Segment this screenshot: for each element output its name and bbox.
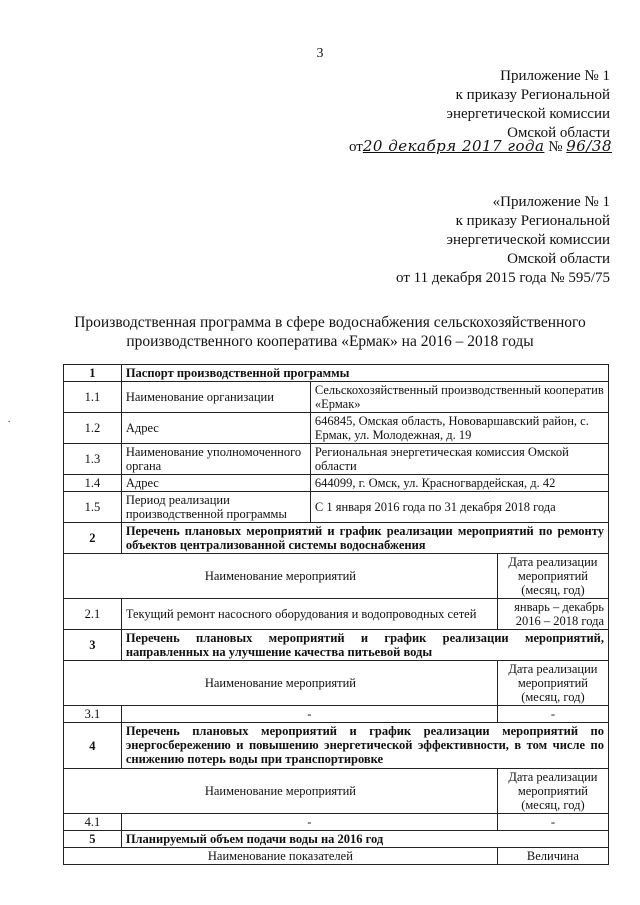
section-heading: Перечень плановых мероприятий и график реализации мероприятий по энергосбережению и повышению энергетической эффективности, в том числе по снижению потерь воды при транспортировке <box>121 723 608 769</box>
section-4-header-row <box>64 723 609 769</box>
row-value: 646845, Омская область, Нововаршавский район, с. Ермак, ул. Молодежная, д. 19 <box>310 413 608 444</box>
row-label: Адрес <box>121 413 310 444</box>
appendix-new-line: к приказу Региональной <box>455 87 610 103</box>
row-value: Региональная энергетическая комиссия Омской области <box>310 444 608 475</box>
row-value: С 1 января 2016 года по 31 декабря 2018 года <box>310 492 608 523</box>
row-number: 3.1 <box>64 706 122 723</box>
page-number: 3 <box>316 46 324 61</box>
table-row <box>64 475 609 492</box>
row-number: 1.5 <box>64 492 122 523</box>
appendix-new-line: энергетической комиссии <box>446 106 610 122</box>
section-3-column-header-row <box>64 661 609 706</box>
column-header-name: Наименование мероприятий <box>64 769 498 814</box>
table-row <box>64 706 609 723</box>
column-header-value: Величина <box>497 848 608 865</box>
table-row <box>64 814 609 831</box>
row-number: 4.1 <box>64 814 122 831</box>
row-label: Наименование организации <box>121 382 310 413</box>
number-prefix: № <box>548 139 563 155</box>
table-row <box>64 413 609 444</box>
column-header-name: Наименование мероприятий <box>64 661 498 706</box>
appendix-old-line: от 11 декабря 2015 года № 595/75 <box>396 270 610 286</box>
section-3-header-row <box>64 630 609 661</box>
section-4-column-header-row <box>64 769 609 814</box>
appendix-new-line: Приложение № 1 <box>500 68 610 84</box>
row-number: 2.1 <box>64 599 122 630</box>
table-row <box>64 492 609 523</box>
section-5-header-row <box>64 831 609 848</box>
section-number: 3 <box>64 630 122 661</box>
column-header-date: Дата реализации мероприятий (месяц, год) <box>497 769 608 814</box>
document-title: Производственная программа в сфере водоснабжения сельскохозяйственного производственного кооператива «Ермак» на 2016 – 2018 годы <box>74 314 586 350</box>
appendix-new-date-number <box>349 137 612 156</box>
section-number: 2 <box>64 523 122 554</box>
appendix-old-line: Омской области <box>507 251 610 267</box>
row-label: Адрес <box>121 475 310 492</box>
activity-date: январь – декабрь 2016 – 2018 года <box>497 599 608 630</box>
stray-mark: . <box>8 414 11 424</box>
row-label: Наименование уполномоченного органа <box>121 444 310 475</box>
section-2-header-row <box>64 523 609 554</box>
handwritten-date: 20 декабря 2017 года <box>362 137 545 155</box>
section-number: 5 <box>64 831 122 848</box>
appendix-old-line: к приказу Региональной <box>455 213 610 229</box>
activity-name: - <box>121 706 497 723</box>
section-number: 1 <box>64 365 122 382</box>
activity-name: Текущий ремонт насосного оборудования и водопроводных сетей <box>121 599 497 630</box>
appendix-old-header <box>396 193 610 288</box>
row-number: 1.1 <box>64 382 122 413</box>
row-number: 1.2 <box>64 413 122 444</box>
program-table <box>63 364 609 865</box>
appendix-old-line: энергетической комиссии <box>446 232 610 248</box>
appendix-old-line: «Приложение № 1 <box>492 194 610 210</box>
section-heading: Перечень плановых мероприятий и график реализации мероприятий по ремонту объектов централизованной системы водоснабжения <box>121 523 608 554</box>
activity-name: - <box>121 814 497 831</box>
section-heading: Перечень плановых мероприятий и график реализации мероприятий, направленных на улучшение качества питьевой воды <box>121 630 608 661</box>
row-value: Сельскохозяйственный производственный кооператив «Ермак» <box>310 382 608 413</box>
section-2-column-header-row <box>64 554 609 599</box>
section-heading: Паспорт производственной программы <box>121 365 608 382</box>
section-heading: Планируемый объем подачи воды на 2016 год <box>121 831 608 848</box>
appendix-new-line: Омской области <box>507 125 610 141</box>
activity-date: - <box>497 814 608 831</box>
column-header-date: Дата реализации мероприятий (месяц, год) <box>497 661 608 706</box>
row-value: 644099, г. Омск, ул. Красногвардейская, д. 42 <box>310 475 608 492</box>
row-label: Период реализации производственной программы <box>121 492 310 523</box>
column-header-name: Наименование мероприятий <box>64 554 498 599</box>
table-row <box>64 382 609 413</box>
column-header-date: Дата реализации мероприятий (месяц, год) <box>497 554 608 599</box>
appendix-new-header <box>447 67 610 143</box>
activity-date: - <box>497 706 608 723</box>
handwritten-number: 96/38 <box>566 137 612 155</box>
table-row <box>64 444 609 475</box>
row-number: 1.4 <box>64 475 122 492</box>
section-number: 4 <box>64 723 122 769</box>
date-prefix: от <box>348 139 363 155</box>
section-5-column-header-row <box>64 848 609 865</box>
row-number: 1.3 <box>64 444 122 475</box>
column-header-indicator: Наименование показателей <box>64 848 498 865</box>
section-1-header-row <box>64 365 609 382</box>
table-row <box>64 599 609 630</box>
